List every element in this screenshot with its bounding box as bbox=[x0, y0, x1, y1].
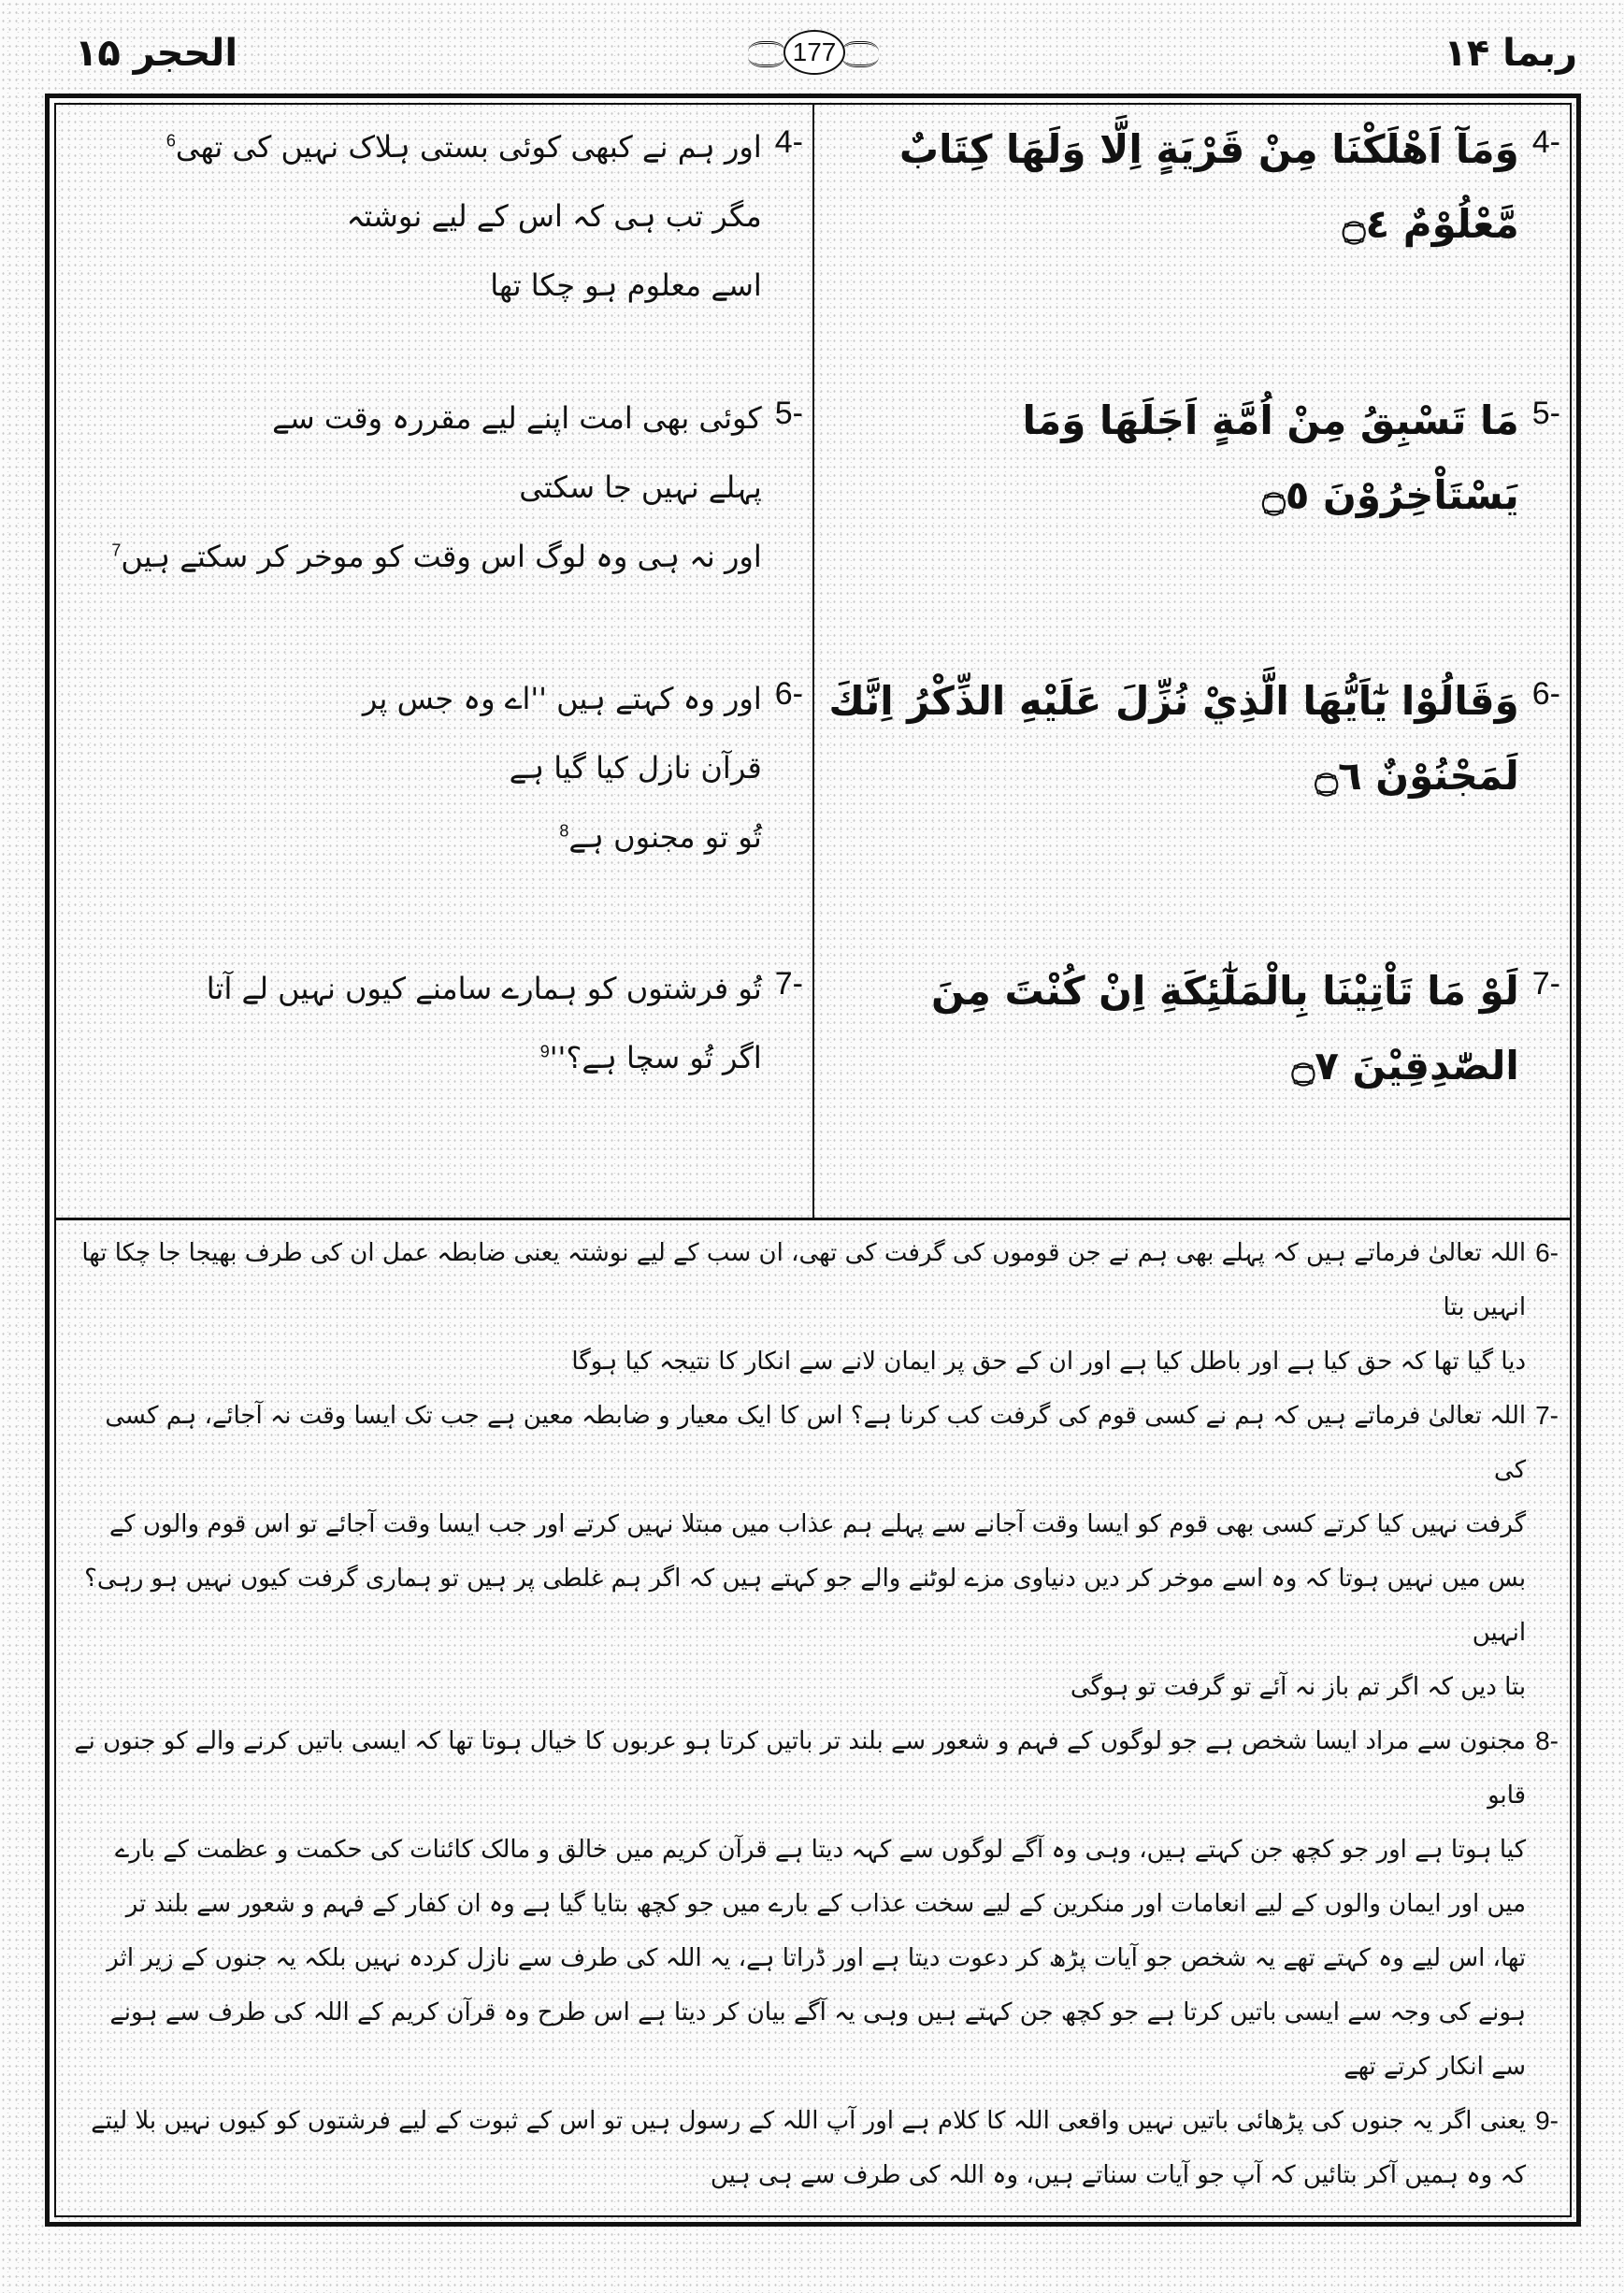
urdu-translation-line: قرآن نازل کیا گیا ہے bbox=[509, 750, 762, 786]
urdu-translation-line: تُو تو مجنوں ہے$^8$ bbox=[559, 819, 762, 855]
footnote-line: اللہ تعالیٰ فرماتے ہیں کہ پہلے بھی ہم نے جن قوموں کی گرفت کی تھی، ان سب کے لیے نوشتہ یعنی ضابطہ عمل ان کی طرف بھیجا جا چکا تھا انہیں بتا bbox=[81, 1239, 1527, 1321]
urdu-translation-line: اور ہم نے کبھی کوئی بستی ہلاک نہیں کی تھی$^6$ bbox=[165, 129, 762, 165]
urdu-translation-line: پہلے نہیں جا سکتی bbox=[519, 469, 762, 505]
footnote-line: سے انکار کرتے تھے bbox=[1344, 2053, 1527, 2081]
footnote-line: میں اور ایمان والوں کے لیے انعامات اور منکرین کے لیے سخت عذاب کے بارے میں جو کچھ بتایا گیا ہے وہ ان کفار کے فہم و شعور سے بلند تر bbox=[125, 1890, 1527, 1918]
page-header bbox=[0, 0, 1624, 94]
page-number-ornament bbox=[748, 28, 879, 77]
arabic-verse-line: مَا تَسْبِقُ مِنْ اُمَّةٍ اَجَلَهَا وَمَا يَسْتَاْخِرُوْنَ ۝٥ bbox=[1022, 397, 1519, 518]
arabic-verse-line: الصّٰدِقِيْنَ ۝٧ bbox=[1291, 1043, 1519, 1089]
footnote-ref[interactable]: 6 bbox=[165, 131, 176, 151]
footnote-line: کیا ہوتا ہے اور جو کچھ جن کہتے ہیں، وہی وہ آگے لوگوں سے کہہ دیتا ہے قرآن کریم میں خالق و مالک کائنات کی حکمت و عظمت کے بارے bbox=[115, 1836, 1527, 1864]
arabic-verse-line: وَمَآ اَهْلَكْنَا مِنْ قَرْيَةٍ اِلَّا وَلَهَا كِتَابٌ bbox=[898, 126, 1519, 172]
header-right-title: ربما ۱۴ bbox=[1444, 32, 1577, 75]
arabic-verse-line: وَقَالُوْا يٰٓاَيُّهَا الَّذِيْ نُزِّلَ عَلَيْهِ الذِّكْرُ اِنَّكَ bbox=[828, 678, 1519, 724]
footnote-line: مجنون سے مراد ایسا شخص ہے جو لوگوں کے فہم و شعور سے بلند تر باتیں کرتا ہو عربوں کا خیال ہوتا تھا کہ ایسی باتیں کرنے والے کو جنوں نے قابو bbox=[74, 1727, 1527, 1810]
footnote-line: یعنی اگر یہ جنوں کی پڑھائی باتیں نہیں واقعی اللہ کا کلام ہے اور آپ اللہ کے رسول ہیں تو اس کے ثبوت کے لیے فرشتوں کو کیوں نہیں بلا لیتے bbox=[91, 2107, 1527, 2135]
footnote-line: تھا، اس لیے وہ کہتے تھے یہ شخص جو آیات پڑھ کر دعوت دیتا ہے اور ڈراتا ہے، یہ اللہ کی طرف سے نازل کردہ نہیں بلکہ یہ جنوں کے زیر اثر bbox=[107, 1944, 1527, 1972]
urdu-translation bbox=[56, 656, 812, 946]
urdu-translation bbox=[56, 946, 812, 1218]
arabic-verse bbox=[812, 105, 1570, 376]
footnote-line: کہ وہ ہمیں آکر بتائیں کہ آپ جو آیات سناتے ہیں، وہ اللہ کی طرف سے ہی ہیں bbox=[710, 2161, 1527, 2189]
footnote-line: اللہ تعالیٰ فرماتے ہیں کہ ہم نے کسی قوم کی گرفت کب کرنا ہے؟ اس کا ایک معیار و ضابطہ معین ہے جب تک ایسا وقت نہ آجائے، ہم کسی کی bbox=[105, 1402, 1527, 1484]
footnote-ref[interactable]: 9 bbox=[539, 1042, 550, 1061]
footnote bbox=[69, 1389, 1559, 1714]
footnote-line: بس میں نہیں ہوتا کہ وہ اسے موخر کر دیں دنیاوی مزے لوٹنے والے جو کہتے ہیں کہ اگر ہم غلطی پر ہیں تو ہماری گرفت کیوں نہیں ہو رہی؟ انہیں bbox=[84, 1565, 1527, 1647]
verses-section bbox=[56, 105, 1570, 1220]
urdu-translation-line: اگر تُو سچا $ہے؟''^9$ bbox=[539, 1040, 762, 1075]
footnote-number: 6- bbox=[1535, 1238, 1559, 1267]
footnote-line: دیا گیا تھا کہ حق کیا ہے اور باطل کیا ہے اور ان کے حق پر ایمان لانے سے انکار کا نتیجہ کیا ہوگا bbox=[571, 1348, 1527, 1376]
verse-number-arabic: 5- bbox=[1531, 396, 1560, 431]
verse-number-urdu: 5- bbox=[774, 396, 803, 431]
ornament-right-icon bbox=[841, 41, 879, 67]
arabic-verse bbox=[812, 946, 1570, 1218]
urdu-translation bbox=[56, 105, 812, 376]
urdu-translation-line: اسے معلوم ہو چکا تھا bbox=[490, 267, 762, 303]
page-number: 177 bbox=[783, 30, 845, 75]
footnote-line: ہونے کی وجہ سے ایسی باتیں کرتا ہے جو کچھ جن کہتے ہیں وہی یہ آگے بیان کر دیتا ہے اس طرح وہ قرآن کریم کے اللہ کی طرف سے ہونے bbox=[109, 1998, 1527, 2026]
ornament-left-icon bbox=[748, 41, 785, 67]
header-left-title: الحجر ۱۵ bbox=[75, 32, 238, 75]
footnote bbox=[69, 1226, 1559, 1389]
arabic-verse-line: مَّعْلُوْمٌ ۝٤ bbox=[1342, 201, 1519, 247]
footnote bbox=[69, 1714, 1559, 2094]
verse-number-urdu: 6- bbox=[774, 676, 803, 712]
footnote-line: بتا دیں کہ اگر تم باز نہ آئے تو گرفت تو ہوگی bbox=[1070, 1673, 1527, 1701]
urdu-translation-line: اور وہ کہتے ہیں ''اے وہ جس پر bbox=[362, 681, 762, 716]
footnote-number: 8- bbox=[1535, 1726, 1559, 1755]
verse-number-urdu: 7- bbox=[774, 966, 803, 1002]
footnote-ref[interactable]: 7 bbox=[111, 541, 122, 560]
verse-number-arabic: 6- bbox=[1531, 676, 1560, 712]
urdu-translation-line: مگر تب ہی کہ اس کے لیے نوشتہ bbox=[346, 198, 762, 234]
urdu-translation-line: تُو فرشتوں کو ہمارے سامنے کیوں نہیں لے آتا bbox=[206, 971, 762, 1006]
arabic-verse-line: لَمَجْنُوْنٌ ۝٦ bbox=[1315, 753, 1519, 799]
verse-number-arabic: 7- bbox=[1531, 966, 1560, 1002]
urdu-translation-line: کوئی بھی امت اپنے لیے مقررہ وقت سے bbox=[272, 400, 762, 436]
arabic-verse-line: لَوْ مَا تَاْتِيْنَا بِالْمَلٰٓئِكَةِ اِنْ كُنْتَ مِنَ bbox=[931, 968, 1519, 1014]
arabic-verse bbox=[812, 376, 1570, 656]
urdu-translation bbox=[56, 376, 812, 656]
arabic-verse bbox=[812, 656, 1570, 946]
footnotes-section bbox=[56, 1220, 1570, 2215]
footnote-number: 7- bbox=[1535, 1401, 1559, 1430]
footnote bbox=[69, 2094, 1559, 2202]
page-frame-inner bbox=[54, 103, 1572, 2217]
verse-number-urdu: 4- bbox=[774, 124, 803, 160]
footnote-number: 9- bbox=[1535, 2106, 1559, 2135]
page-frame-outer bbox=[45, 94, 1581, 2227]
footnote-line: گرفت نہیں کیا کرتے کسی بھی قوم کو ایسا وقت آجانے سے پہلے ہم عذاب میں مبتلا نہیں کرتے اور جب ایسا وقت آجائے تو اس قوم والوں کے bbox=[108, 1510, 1527, 1538]
urdu-translation-line: اور نہ ہی وہ لوگ اس وقت کو موخر کر سکتے ہیں$^7$ bbox=[111, 539, 762, 574]
verse-number-arabic: 4- bbox=[1531, 124, 1560, 160]
footnote-ref[interactable]: 8 bbox=[559, 821, 569, 841]
